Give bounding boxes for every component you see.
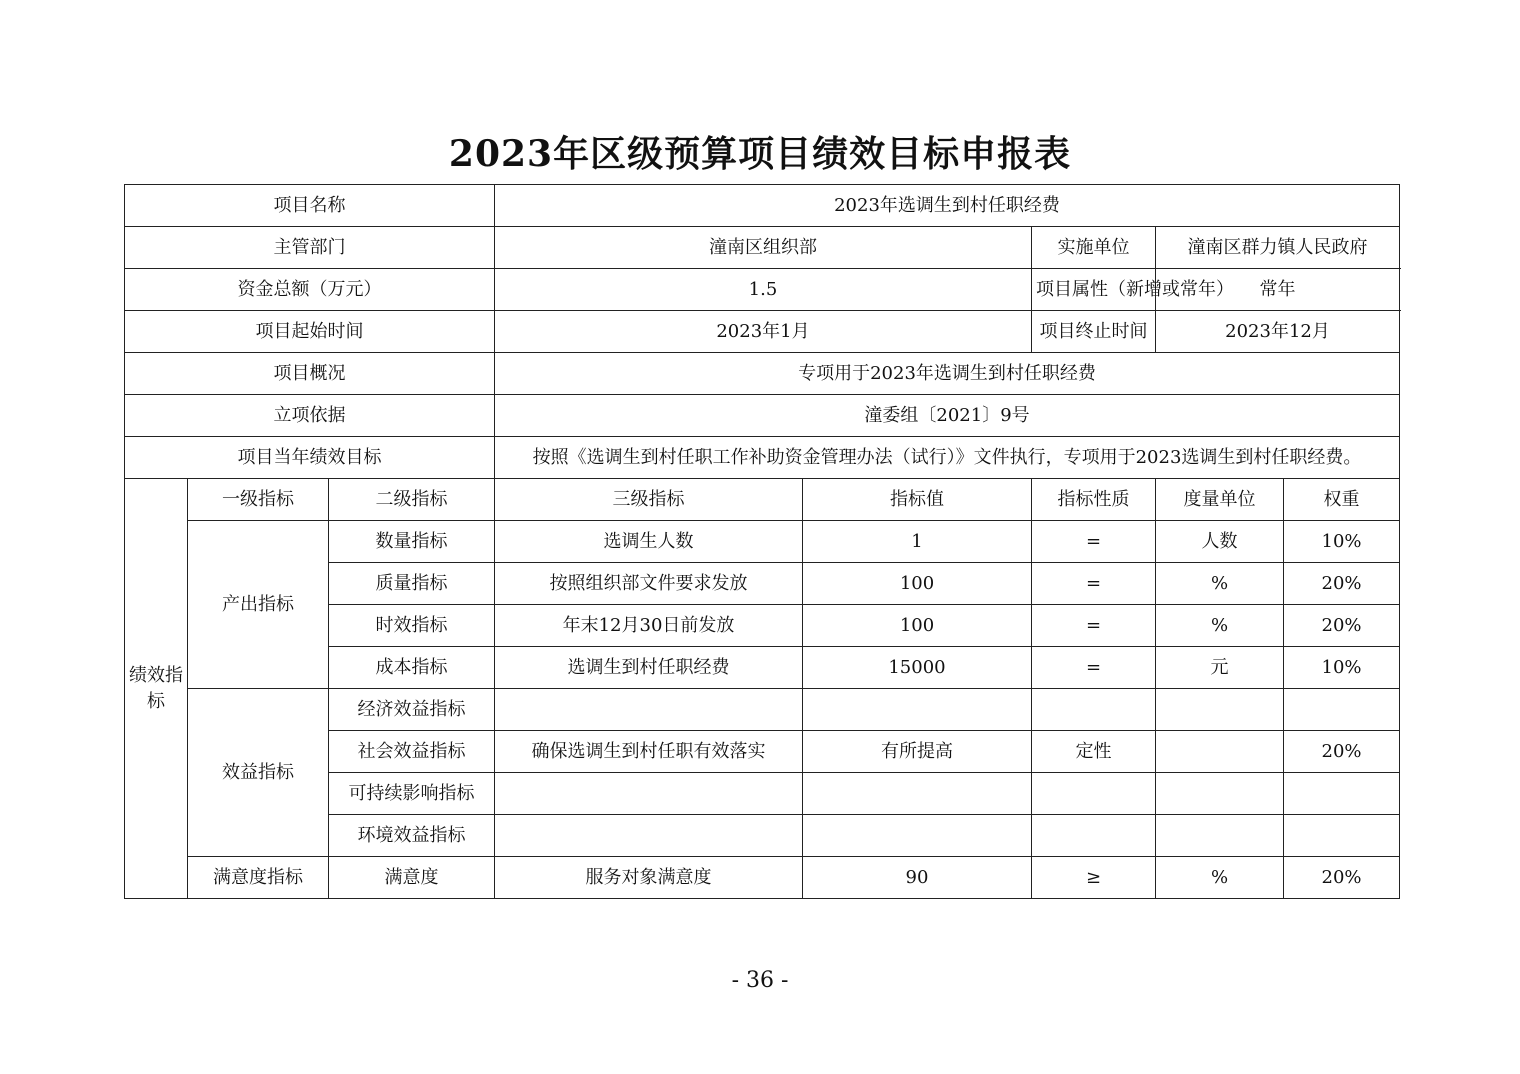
indicator-value <box>803 689 1032 731</box>
fund-label: 资金总额（万元） <box>125 269 495 311</box>
measure-unit: % <box>1156 563 1284 605</box>
level3-indicator <box>495 773 803 815</box>
benefit-indicator-label: 效益指标 <box>188 689 329 857</box>
measure-unit <box>1156 815 1284 857</box>
level2-indicator: 成本指标 <box>329 647 495 689</box>
header-cell: 三级指标 <box>495 479 803 521</box>
row-department <box>125 227 1400 269</box>
indicator-value: 1 <box>803 521 1032 563</box>
overview-value: 专项用于2023年选调生到村任职经费 <box>495 353 1400 395</box>
satisfaction-indicator-label: 满意度指标 <box>188 857 329 899</box>
attr-label: 项目属性（新增或常年） <box>1032 269 1156 311</box>
weight: 20% <box>1284 857 1400 899</box>
table-row <box>125 857 1400 899</box>
basis-value: 潼委组〔2021〕9号 <box>495 395 1400 437</box>
dept-value: 潼南区组织部 <box>495 227 1032 269</box>
level3-indicator: 年末12月30日前发放 <box>495 605 803 647</box>
level3-indicator <box>495 689 803 731</box>
indicator-nature: = <box>1032 605 1156 647</box>
page-number: - 36 - <box>731 968 789 993</box>
row-basis <box>125 395 1400 437</box>
indicator-group-label: 绩效指标 <box>125 479 188 899</box>
level2-indicator: 社会效益指标 <box>329 731 495 773</box>
weight: 20% <box>1284 605 1400 647</box>
indicator-value: 100 <box>803 605 1032 647</box>
level2-indicator: 经济效益指标 <box>329 689 495 731</box>
level3-indicator: 按照组织部文件要求发放 <box>495 563 803 605</box>
indicator-nature: ≥ <box>1032 857 1156 899</box>
indicator-nature <box>1032 815 1156 857</box>
row-annual-goal <box>125 437 1400 479</box>
measure-unit: % <box>1156 605 1284 647</box>
fund-value: 1.5 <box>495 269 1032 311</box>
row-period <box>125 311 1400 353</box>
weight <box>1284 773 1400 815</box>
measure-unit: 人数 <box>1156 521 1284 563</box>
measure-unit <box>1156 689 1284 731</box>
end-label: 项目终止时间 <box>1032 311 1156 353</box>
attr-value: 常年 <box>1156 269 1400 311</box>
level2-indicator: 数量指标 <box>329 521 495 563</box>
level3-indicator: 确保选调生到村任职有效落实 <box>495 731 803 773</box>
indicator-nature: 定性 <box>1032 731 1156 773</box>
header-cell: 指标值 <box>803 479 1032 521</box>
project-name-label: 项目名称 <box>125 185 495 227</box>
table-row <box>125 689 1400 731</box>
indicator-nature: = <box>1032 563 1156 605</box>
dept-label: 主管部门 <box>125 227 495 269</box>
indicator-value: 100 <box>803 563 1032 605</box>
page-title: 2023年区级预算项目绩效目标申报表 <box>448 133 1072 175</box>
level3-indicator: 选调生人数 <box>495 521 803 563</box>
level2-indicator: 环境效益指标 <box>329 815 495 857</box>
impl-unit-value: 潼南区群力镇人民政府 <box>1156 227 1400 269</box>
weight: 20% <box>1284 563 1400 605</box>
weight <box>1284 815 1400 857</box>
measure-unit <box>1156 731 1284 773</box>
overview-label: 项目概况 <box>125 353 495 395</box>
header-cell: 指标性质 <box>1032 479 1156 521</box>
weight: 20% <box>1284 731 1400 773</box>
indicator-nature: = <box>1032 647 1156 689</box>
row-overview <box>125 353 1400 395</box>
indicator-nature <box>1032 773 1156 815</box>
start-label: 项目起始时间 <box>125 311 495 353</box>
goal-label: 项目当年绩效目标 <box>125 437 495 479</box>
indicator-value <box>803 773 1032 815</box>
indicator-value: 15000 <box>803 647 1032 689</box>
level3-indicator: 服务对象满意度 <box>495 857 803 899</box>
basis-label: 立项依据 <box>125 395 495 437</box>
measure-unit: 元 <box>1156 647 1284 689</box>
weight <box>1284 689 1400 731</box>
header-cell: 度量单位 <box>1156 479 1284 521</box>
level2-indicator: 满意度 <box>329 857 495 899</box>
output-indicator-label: 产出指标 <box>188 521 329 689</box>
header-cell: 权重 <box>1284 479 1400 521</box>
level3-indicator <box>495 815 803 857</box>
goal-value: 按照《选调生到村任职工作补助资金管理办法（试行）》文件执行，专项用于2023选调生到村任职经费。 <box>495 437 1400 479</box>
performance-target-table <box>124 184 1400 899</box>
measure-unit <box>1156 773 1284 815</box>
indicator-nature: = <box>1032 521 1156 563</box>
row-fund <box>125 269 1400 311</box>
impl-unit-label: 实施单位 <box>1032 227 1156 269</box>
level2-indicator: 时效指标 <box>329 605 495 647</box>
row-project-name <box>125 185 1400 227</box>
start-value: 2023年1月 <box>495 311 1032 353</box>
weight: 10% <box>1284 521 1400 563</box>
weight: 10% <box>1284 647 1400 689</box>
level2-indicator: 质量指标 <box>329 563 495 605</box>
project-name-value: 2023年选调生到村任职经费 <box>495 185 1400 227</box>
indicator-value <box>803 815 1032 857</box>
measure-unit: % <box>1156 857 1284 899</box>
level3-indicator: 选调生到村任职经费 <box>495 647 803 689</box>
end-value: 2023年12月 <box>1156 311 1400 353</box>
indicator-value: 90 <box>803 857 1032 899</box>
table-row <box>125 521 1400 563</box>
level2-indicator: 可持续影响指标 <box>329 773 495 815</box>
indicator-value: 有所提高 <box>803 731 1032 773</box>
indicator-nature <box>1032 689 1156 731</box>
header-cell: 二级指标 <box>329 479 495 521</box>
header-cell: 一级指标 <box>188 479 329 521</box>
indicator-header-row <box>125 479 1400 521</box>
